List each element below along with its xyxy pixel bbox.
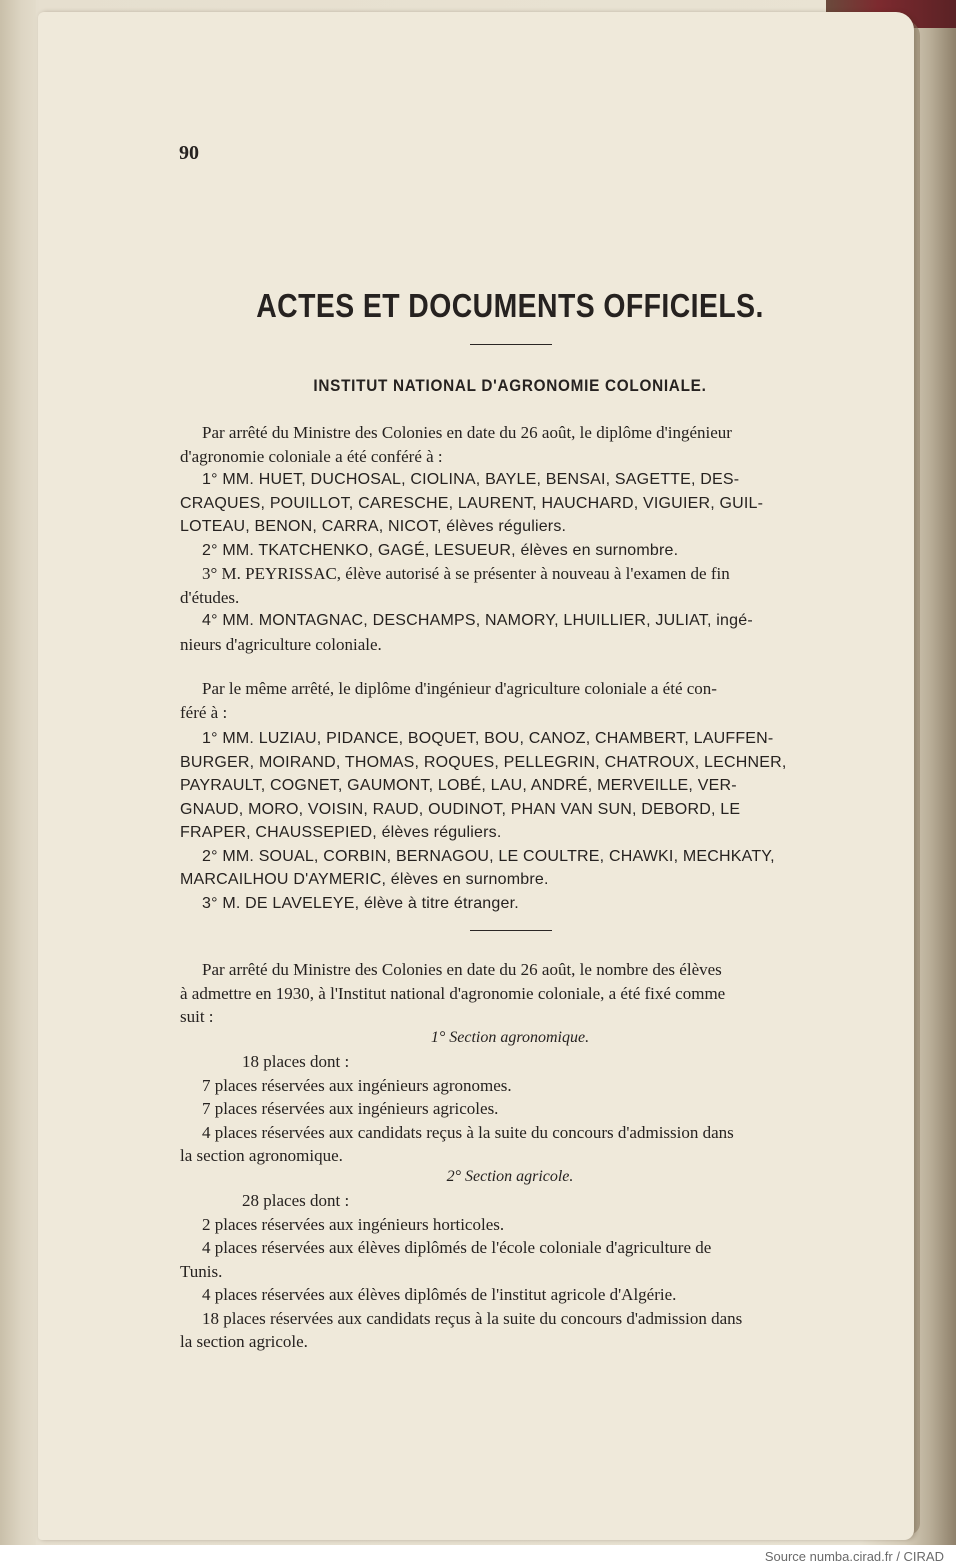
subsection-heading-agricole: 2° Section agricole.	[446, 1168, 574, 1185]
text-line: la section agronomique.	[180, 1146, 343, 1165]
text-line: féré à :	[180, 702, 228, 722]
text-line: la section agricole.	[180, 1332, 308, 1351]
text-line: Par le même arrêté, le diplôme d'ingénieur d'agriculture coloniale a été con-	[202, 679, 717, 698]
text-line: CRAQUES, POUILLOT, CARESCHE, LAURENT, HAUCHARD, VIGUIER, GUIL-	[180, 494, 764, 512]
title-rule	[470, 344, 552, 345]
text-line: 18 places dont :	[242, 1052, 350, 1071]
section-rule	[470, 930, 552, 931]
text-line: 7 places réservées aux ingénieurs agricoles.	[202, 1099, 499, 1118]
text-line: d'agronomie coloniale a été conféré à :	[180, 446, 443, 466]
text-line: MARCAILHOU D'AYMERIC, élèves en surnombre.	[180, 871, 549, 888]
text-line: 3° M. PEYRISSAC, élève autorisé à se présenter à nouveau à l'examen de fin	[202, 564, 730, 583]
text-line: 3° M. DE LAVELEYE, élève à titre étranger.	[202, 894, 519, 912]
text-line: suit :	[180, 1007, 214, 1026]
text-line: à admettre en 1930, à l'Institut national d'agronomie coloniale, a été fixé comme	[180, 983, 726, 1003]
text-line: 28 places dont :	[242, 1191, 350, 1210]
text-line: 2 places réservées aux ingénieurs horticoles.	[202, 1214, 505, 1234]
agronomique-list	[180, 1050, 846, 1168]
text-line: Par arrêté du Ministre des Colonies en date du 26 août, le nombre des élèves	[202, 960, 722, 979]
text-line: 7 places réservées aux ingénieurs agronomes.	[202, 1075, 512, 1095]
text-line: BURGER, MOIRAND, THOMAS, ROQUES, PELLEGRIN, CHATROUX, LECHNER,	[180, 753, 787, 771]
text-line: 2° MM. SOUAL, CORBIN, BERNAGOU, LE COULTRE, CHAWKI, MECHKATY,	[202, 847, 775, 865]
block2-list	[180, 727, 846, 915]
text-line: d'études.	[180, 587, 240, 607]
text-line: Par arrêté du Ministre des Colonies en date du 26 août, le diplôme d'ingénieur	[202, 423, 732, 442]
subsection-heading-agronomique: 1° Section agronomique.	[430, 1029, 590, 1046]
text-line: 1° MM. LUZIAU, PIDANCE, BOQUET, BOU, CANOZ, CHAMBERT, LAUFFEN-	[202, 730, 774, 747]
text-line: 1° MM. HUET, DUCHOSAL, CIOLINA, BAYLE, BENSAI, SAGETTE, DES-	[202, 471, 740, 488]
text-line: Tunis.	[180, 1261, 223, 1281]
text-line: FRAPER, CHAUSSEPIED, élèves réguliers.	[180, 824, 502, 841]
text-line: 4 places réservées aux candidats reçus à la suite du concours d'admission dans	[202, 1122, 734, 1142]
text-line: 4 places réservées aux élèves diplômés de l'institut agricole d'Algérie.	[202, 1285, 677, 1304]
text-line: GNAUD, MORO, VOISIN, RAUD, OUDINOT, PHAN VAN SUN, DEBORD, LE	[180, 800, 741, 818]
page-number: 90	[179, 142, 199, 164]
text-line: LOTEAU, BENON, CARRA, NICOT, élèves réguliers.	[180, 518, 567, 535]
section-title: INSTITUT NATIONAL D'AGRONOMIE COLONIALE.	[313, 376, 707, 395]
agricole-list	[180, 1189, 846, 1354]
source-credit: Source numba.cirad.fr / CIRAD	[764, 1549, 944, 1564]
text-line: 2° MM. TKATCHENKO, GAGÉ, LESUEUR, élèves en surnombre.	[202, 541, 679, 559]
text-line: 4 places réservées aux élèves diplômés de l'école coloniale d'agriculture de	[202, 1238, 712, 1257]
text-line: PAYRAULT, COGNET, GAUMONT, LOBÉ, LAU, ANDRÉ, MERVEILLE, VER-	[180, 777, 737, 794]
text-line: 18 places réservées aux candidats reçus à la suite du concours d'admission dans	[202, 1308, 743, 1328]
block3-paragraph	[180, 958, 846, 1029]
page-title: ACTES ET DOCUMENTS OFFICIELS.	[256, 287, 764, 324]
text-line: nieurs d'agriculture coloniale.	[180, 634, 382, 654]
block2-paragraph	[180, 677, 846, 724]
block1-paragraph	[180, 421, 846, 656]
text-line: 4° MM. MONTAGNAC, DESCHAMPS, NAMORY, LHUILLIER, JULIAT, ingé-	[202, 612, 753, 629]
book-edge-left	[0, 0, 36, 1545]
